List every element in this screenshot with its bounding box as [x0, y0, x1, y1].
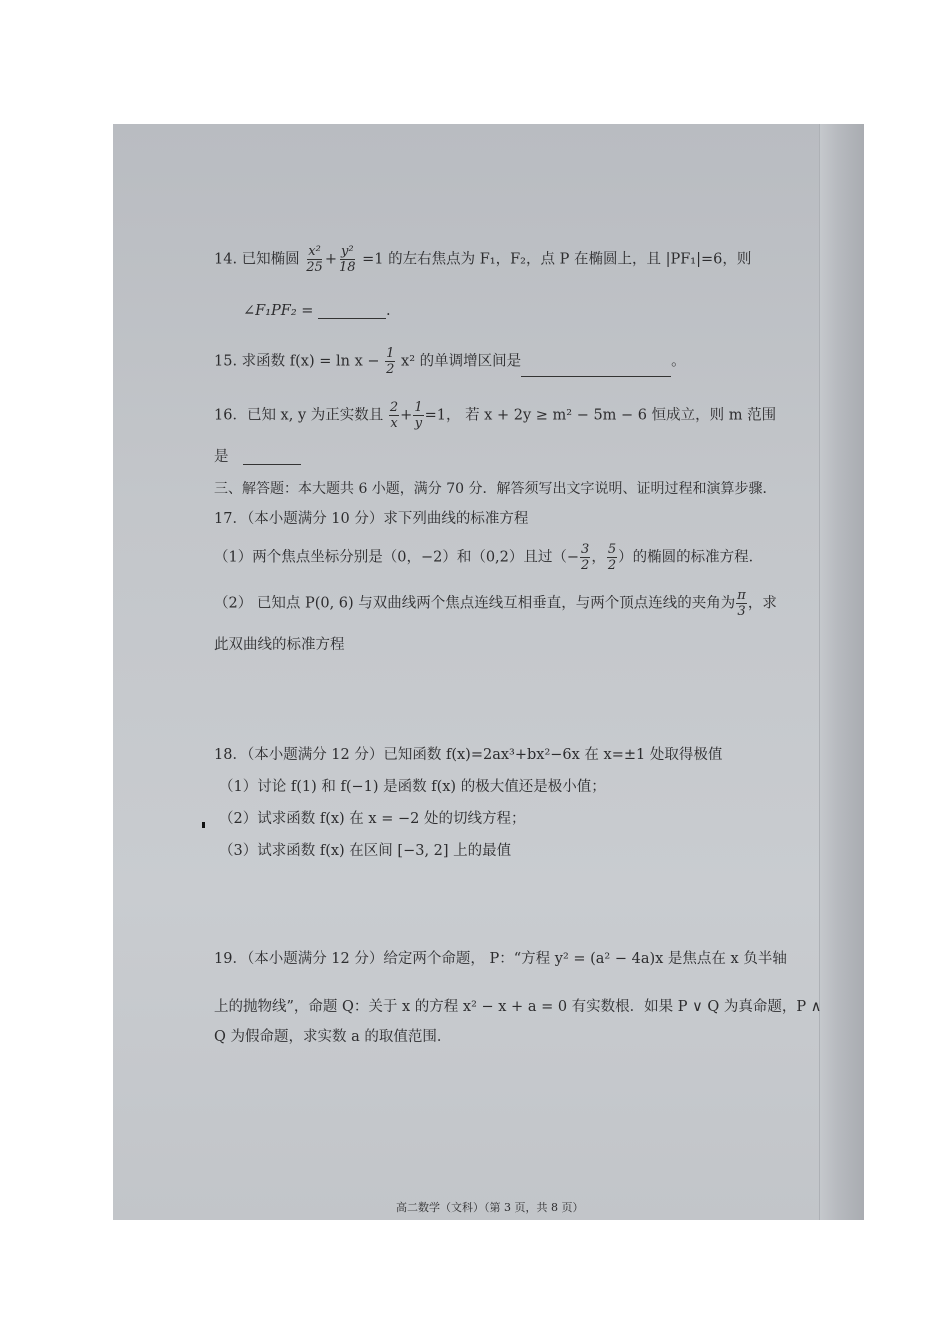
question-14-line-2 — [243, 304, 391, 319]
question-17-part-2-cont: 此双曲线的标准方程 — [214, 637, 345, 653]
q14-angle: ∠F₁PF₂ = — [243, 303, 319, 319]
q14-text-2: =1 的左右焦点为 F₁，F₂，点 P 在椭圆上，且 |PF₁|=6，则 — [362, 251, 752, 268]
photo-of-exam-page — [113, 124, 864, 1220]
question-18-part-3: （3）试求函数 f(x) 在区间 [−3, 2] 上的最值 — [219, 843, 512, 859]
q15-text-2: x² 的单调增区间是 — [401, 353, 522, 370]
q14-end: . — [386, 303, 391, 319]
q14-answer-blank — [318, 318, 386, 319]
q16-text-3: 若 x + 2y ≥ m² − 5m − 6 恒成立，则 m 范围 — [465, 407, 777, 424]
q17-p1-text-b: ）的椭圆的标准方程． — [618, 549, 764, 566]
q14-plus: + — [324, 251, 337, 268]
q17-fraction-5-2: $\frac{5}{2}$ — [607, 542, 617, 573]
q16-fraction-2x: $\frac{2}{x}$ — [389, 400, 399, 431]
page-footer: 高二数学（文科）（第 3 页，共 8 页） — [396, 1201, 584, 1214]
q15-fraction: $\frac{1}{2}$ — [386, 346, 395, 377]
q17-fraction-3-2: $\frac{3}{2}$ — [581, 542, 590, 573]
q14-fraction-x: $\frac{\text{x²}}{25}$ — [306, 244, 323, 275]
question-17-part-1 — [214, 542, 763, 573]
question-16-line-2 — [214, 450, 301, 465]
question-19-line-2: 上的抛物线”，命题 Q：关于 x 的方程 x² − x + a = 0 有实数根．如果 P ∨ Q 为真命题，P ∧ — [214, 999, 822, 1015]
q14-fraction-y: $\frac{\text{y²}}{18}$ — [338, 244, 356, 275]
question-15 — [214, 346, 686, 377]
q16-fraction-1y: $\frac{1}{y}$ — [414, 400, 423, 431]
q17-p1-comma: ， — [591, 549, 606, 566]
q16-text-1: 16．已知 x, y 为正实数且 — [214, 407, 384, 424]
question-18-title: 18．（本小题满分 12 分）已知函数 f(x)=2ax³+bx²−6x 在 x=±1 处取得极值 — [214, 747, 723, 763]
q16-answer-blank — [243, 464, 301, 465]
q15-text-1: 15. 求函数 f(x) = ln x − — [214, 353, 380, 370]
question-16-line-1 — [214, 400, 776, 431]
q17-p2-text-b: ，求 — [747, 595, 777, 612]
q17-fraction-pi-3: $\frac{\pi}{3}$ — [737, 588, 746, 619]
q16-plus: + — [400, 407, 413, 424]
q15-end: 。 — [671, 353, 686, 370]
question-17-title: 17．（本小题满分 10 分）求下列曲线的标准方程 — [214, 511, 529, 527]
question-18-part-2: （2）试求函数 f(x) 在 x = −2 处的切线方程； — [219, 811, 526, 827]
question-19-line-1: 19．（本小题满分 12 分）给定两个命题， P：“方程 y² = (a² − 4a)x 是焦点在 x 负半轴 — [214, 951, 787, 967]
q17-p2-text-a: （2） 已知点 P(0, 6) 与双曲线两个焦点连线互相垂直，与两个顶点连线的夹角为 — [214, 595, 736, 612]
question-17-part-2 — [214, 588, 777, 619]
ink-mark — [202, 822, 205, 828]
question-19-line-3: Q 为假命题，求实数 a 的取值范围． — [214, 1029, 452, 1045]
adjacent-page-edge — [819, 124, 864, 1220]
q16-text-2: =1， — [424, 407, 461, 424]
q16-shi: 是 — [214, 449, 229, 465]
question-18-part-1: （1）讨论 f(1) 和 f(−1) 是函数 f(x) 的极大值还是极小值； — [219, 779, 606, 795]
q15-answer-blank — [521, 376, 671, 377]
section-3-heading: 三、解答题：本大题共 6 小题，满分 70 分．解答须写出文字说明、证明过程和演算步骤． — [214, 481, 777, 497]
question-14-line-1 — [214, 244, 751, 275]
q14-text-1: 14. 已知椭圆 — [214, 251, 300, 268]
q17-p1-text-a: （1）两个焦点坐标分别是（0，−2）和（0,2）且过（− — [214, 549, 580, 566]
